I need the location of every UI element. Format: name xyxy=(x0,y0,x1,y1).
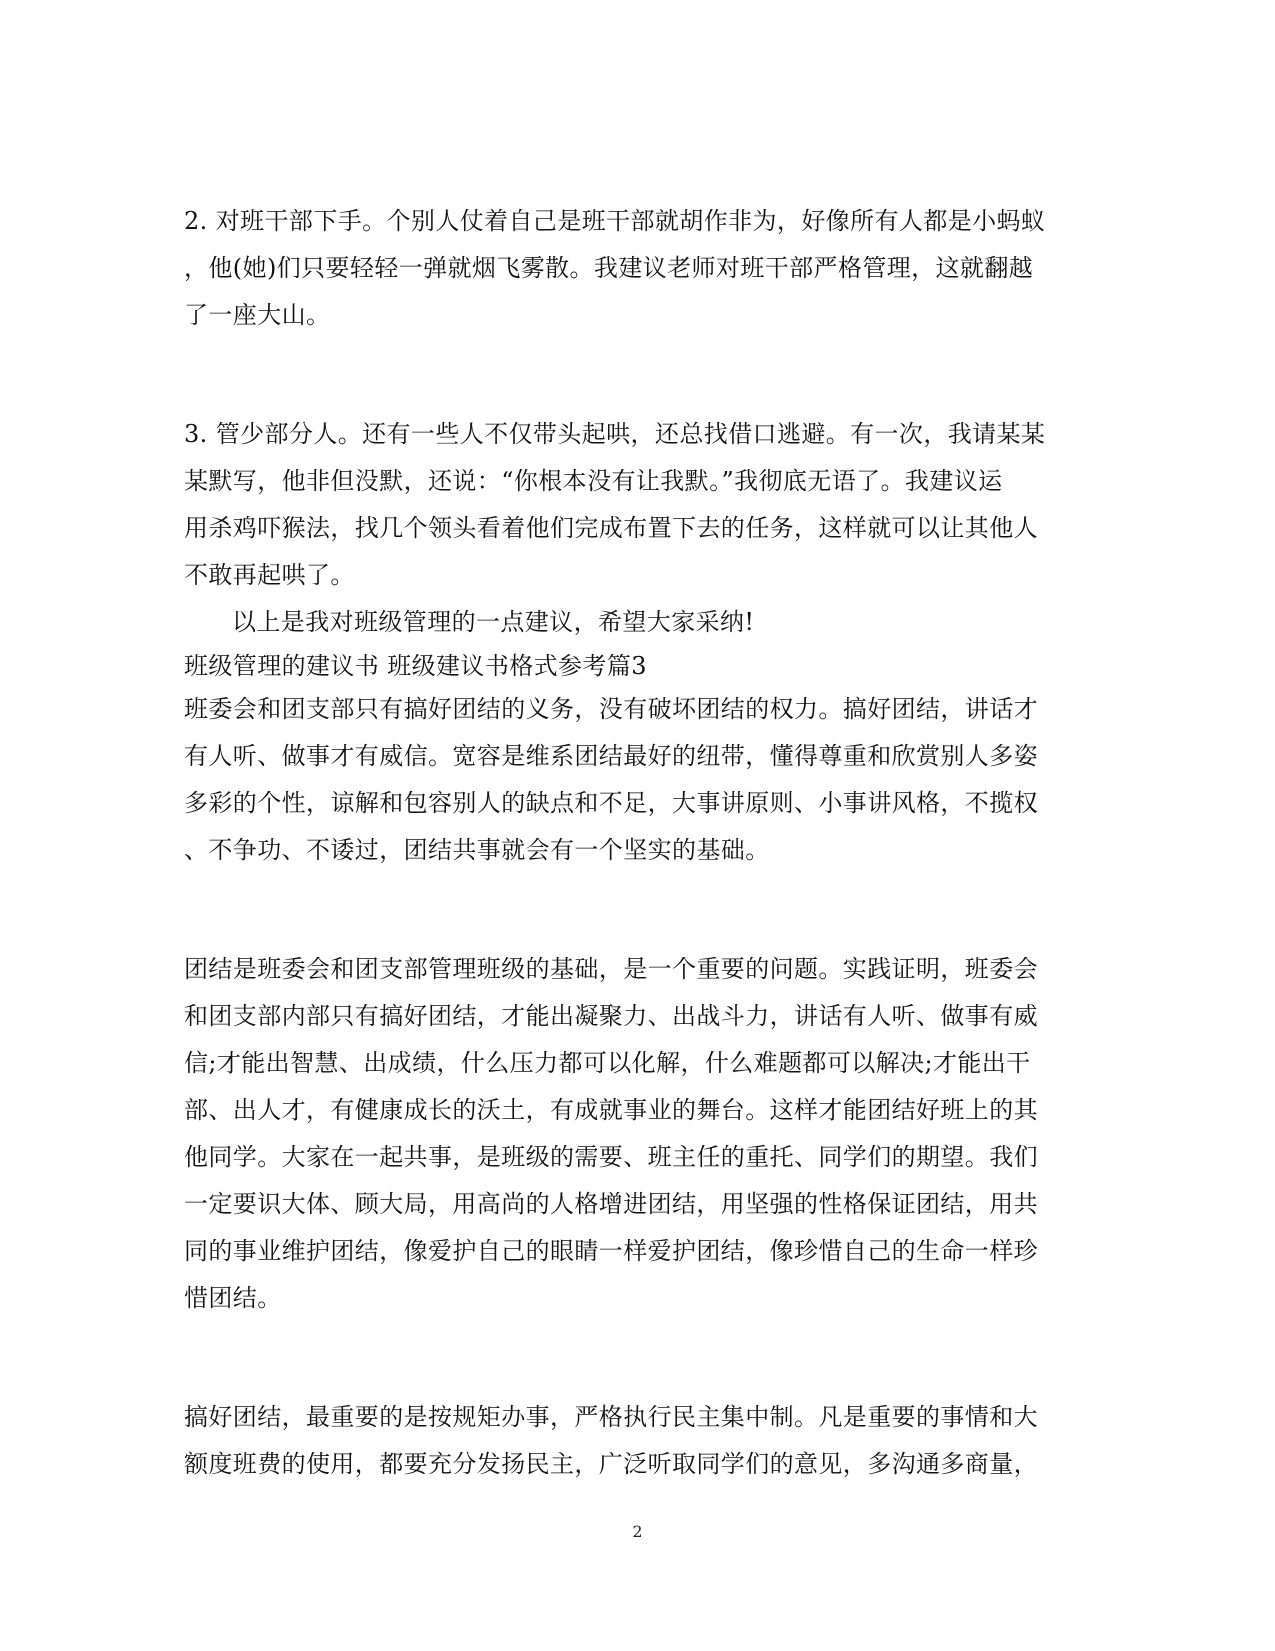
text-line: ，他(她)们只要轻轻一弹就烟飞雾散。我建议老师对班干部严格管理，这就翻越 xyxy=(184,254,1034,282)
text-line: 2. 对班干部下手。个别人仗着自己是班干部就胡作非为，好像所有人都是小蚂蚁 xyxy=(184,207,1046,235)
text-line: 、不争功、不诿过，团结共事就会有一个坚实的基础。 xyxy=(184,836,770,864)
text-line: 一定要识大体、顾大局，用高尚的人格增进团结，用坚强的性格保证团结，用共 xyxy=(184,1190,1038,1218)
section-heading: 班级管理的建议书 班级建议书格式参考篇3 xyxy=(184,652,647,680)
page-number: 2 xyxy=(632,1522,643,1541)
text-line: 团结是班委会和团支部管理班级的基础，是一个重要的问题。实践证明，班委会 xyxy=(184,955,1038,983)
text-line: 惜团结。 xyxy=(184,1284,282,1312)
text-line: 不敢再起哄了。 xyxy=(184,561,355,589)
text-line: 班委会和团支部只有搞好团结的义务，没有破坏团结的权力。搞好团结，讲话才 xyxy=(184,695,1038,723)
text-line: 3. 管少部分人。还有一些人不仅带头起哄，还总找借口逃避。有一次，我请某某 xyxy=(184,420,1046,448)
text-line: 用杀鸡吓猴法，找几个领头看着他们完成布置下去的任务，这样就可以让其他人 xyxy=(184,514,1038,542)
text-line: 和团支部内部只有搞好团结，才能出凝聚力、出战斗力，讲话有人听、做事有威 xyxy=(184,1002,1038,1030)
text-line: 搞好团结，最重要的是按规矩办事，严格执行民主集中制。凡是重要的事情和大 xyxy=(184,1403,1038,1431)
text-line: 多彩的个性，谅解和包容别人的缺点和不足，大事讲原则、小事讲风格，不揽权 xyxy=(184,789,1038,817)
text-line: 信;才能出智慧、出成绩，什么压力都可以化解，什么难题都可以解决;才能出干 xyxy=(184,1049,1031,1077)
text-line: 某默写，他非但没默，还说：“你根本没有让我默。”我彻底无语了。我建议运 xyxy=(184,467,1003,495)
text-line: 同的事业维护团结，像爱护自己的眼睛一样爱护团结，像珍惜自己的生命一样珍 xyxy=(184,1237,1038,1265)
text-line: 有人听、做事才有威信。宽容是维系团结最好的纽带，懂得尊重和欣赏别人多姿 xyxy=(184,742,1038,770)
text-line: 以上是我对班级管理的一点建议，希望大家采纳! xyxy=(232,608,755,636)
text-line: 部、出人才，有健康成长的沃土，有成就事业的舞台。这样才能团结好班上的其 xyxy=(184,1096,1038,1124)
text-line: 了一座大山。 xyxy=(184,301,331,329)
text-line: 他同学。大家在一起共事，是班级的需要、班主任的重托、同学们的期望。我们 xyxy=(184,1143,1038,1171)
text-line: 额度班费的使用，都要充分发扬民主，广泛听取同学们的意见，多沟通多商量， xyxy=(184,1450,1038,1478)
